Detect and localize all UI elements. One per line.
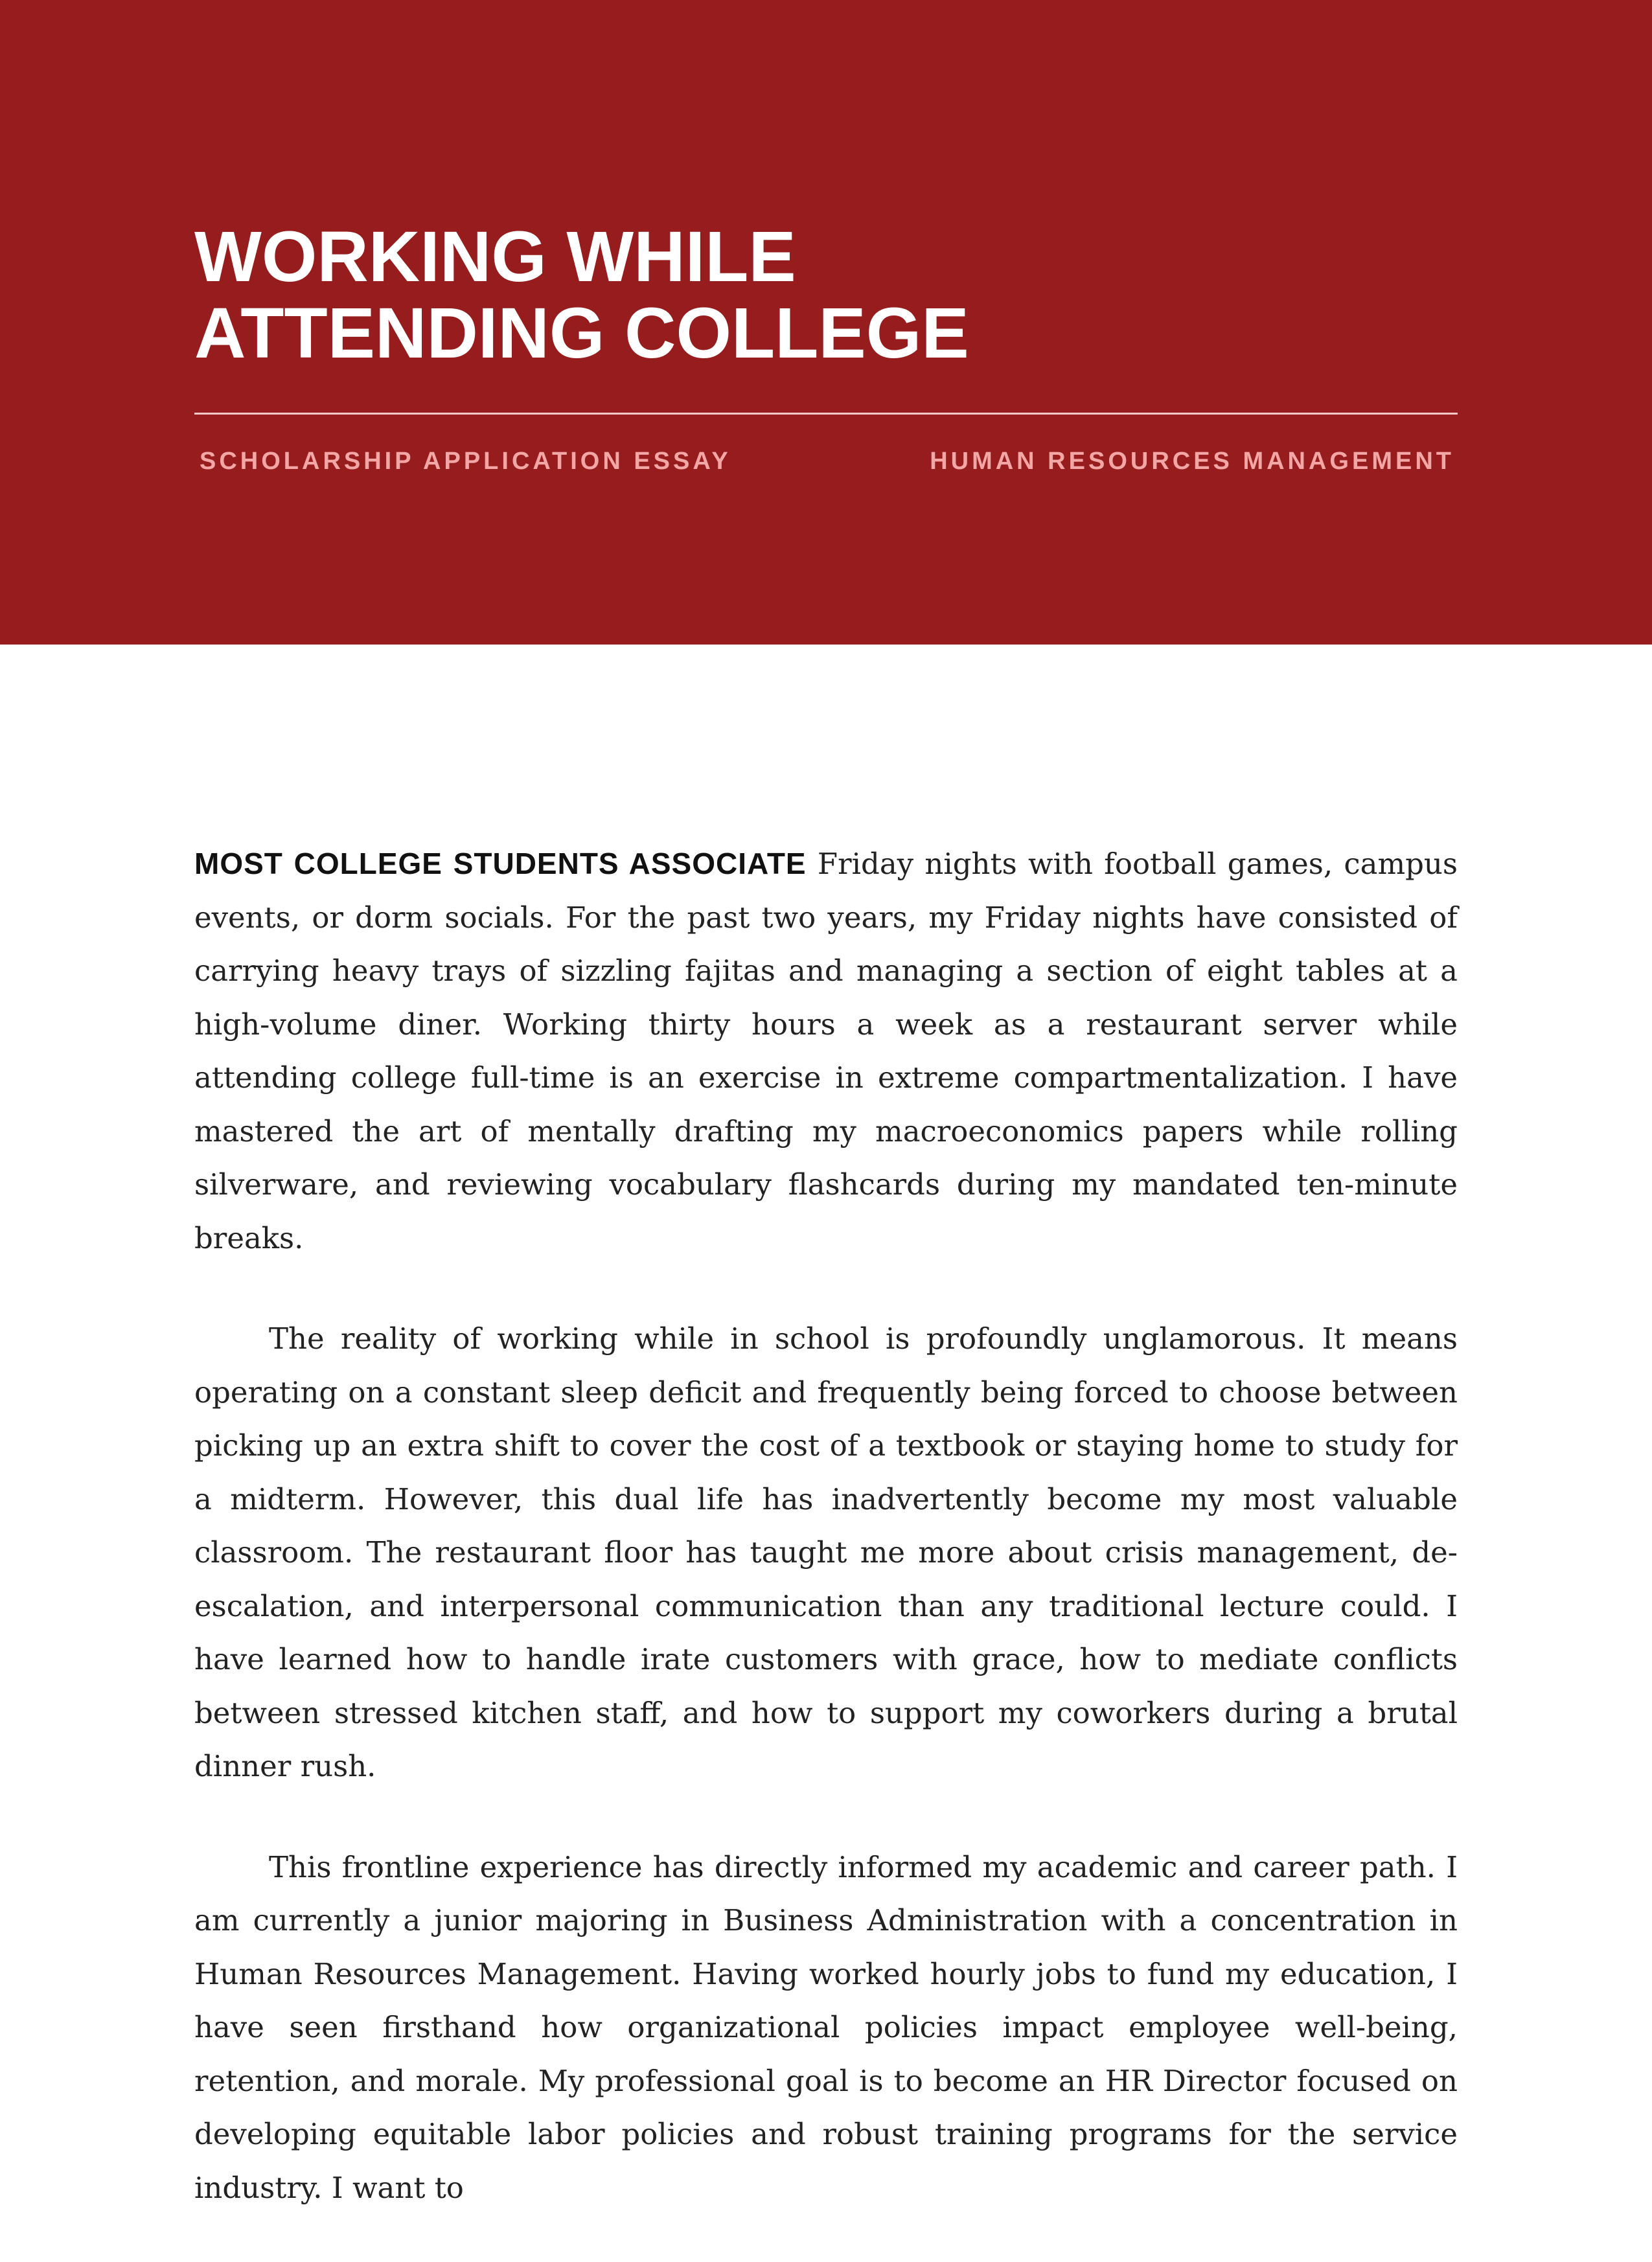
page-title bbox=[194, 219, 1464, 372]
header-banner bbox=[0, 0, 1652, 645]
paragraph-1-text: Friday nights with football games, campus events, or dorm socials. For the past two years, my Friday nights have consisted of carrying heavy trays of sizzling fajitas and managing a section of eight tables at a high-volume diner. Working thirty hours a week as a restaurant server while attending college full-time is an exercise in extreme compartmentalization. I have mastered the art of mentally drafting my macroeconomics papers while rolling silverware, and reviewing vocabulary flashcards during my mandated ten-minute breaks. bbox=[194, 847, 1458, 1255]
essay-body bbox=[194, 837, 1458, 2262]
essay-type-label: SCHOLARSHIP APPLICATION ESSAY bbox=[200, 448, 731, 475]
field-of-study-label: HUMAN RESOURCES MANAGEMENT bbox=[930, 448, 1454, 475]
lead-in-text: MOST COLLEGE STUDENTS ASSOCIATE bbox=[194, 847, 807, 880]
essay-paragraph-1 bbox=[194, 837, 1458, 1265]
header-divider bbox=[194, 413, 1458, 415]
title-line-2: ATTENDING COLLEGE bbox=[194, 293, 969, 373]
essay-paragraph-3: This frontline experience has directly informed my academic and career path. I am currently a junior majoring in Business Administration with a concentration in Human Resources Management. Having worked hourly jobs to fund my education, I have seen firsthand how organizational policies impact employee well-being, retention, and morale. My professional goal is to become an HR Director focused on developing equitable labor policies and robust training programs for the service industry. I want to bbox=[194, 1849, 1458, 2205]
title-line-1: WORKING WHILE bbox=[194, 217, 796, 297]
essay-paragraph-2: The reality of working while in school is profoundly unglamorous. It means operating on a constant sleep deficit and frequently being forced to choose between picking up an extra shift to cover the cost of a textbook or staying home to study for a midterm. However, this dual life has inadvertently become my most valuable classroom. The restaurant floor has taught me more about crisis management, de-escalation, and interpersonal communication than any traditional lecture could. I have learned how to handle irate customers with grace, how to mediate conflicts between stressed kitchen staff, and how to support my coworkers during a brutal dinner rush. bbox=[194, 1321, 1458, 1783]
